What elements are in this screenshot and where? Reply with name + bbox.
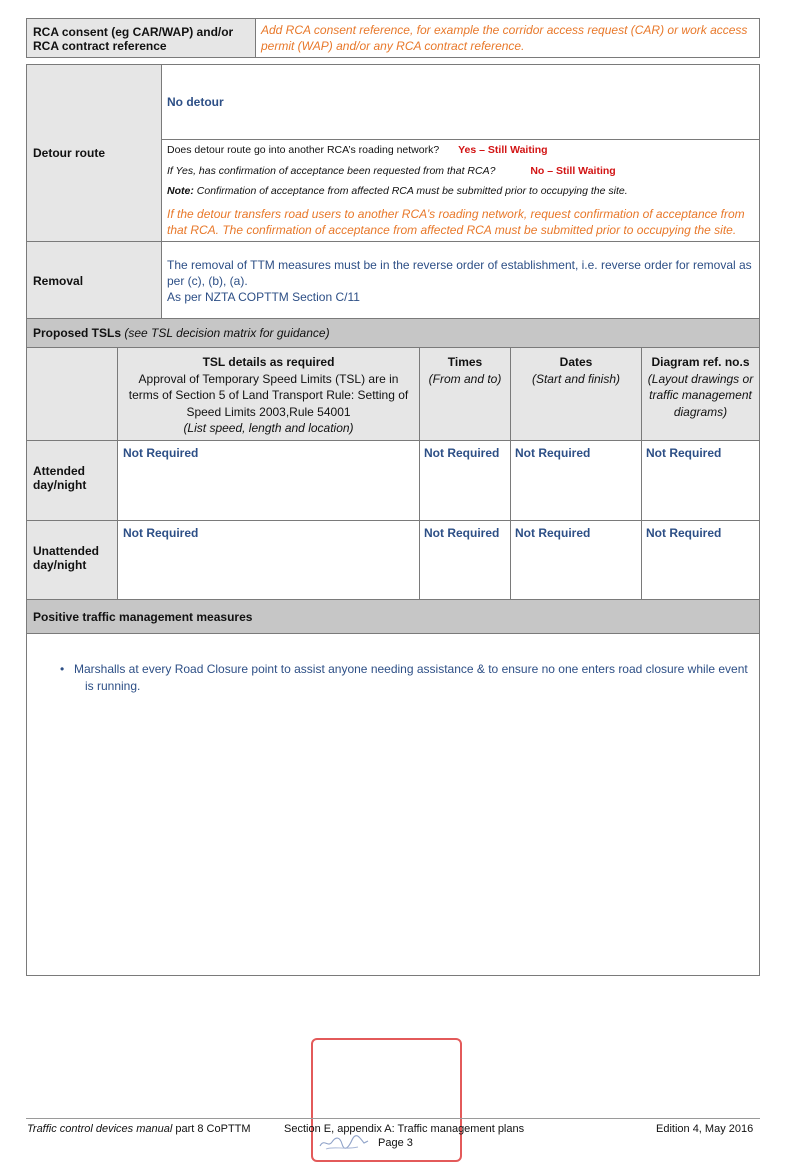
tsl-row-attended-details[interactable]: [117, 440, 420, 521]
removal-value-cell[interactable]: [161, 241, 760, 319]
tsl-row-attended-times[interactable]: [419, 440, 511, 521]
tsl-col-times: [419, 347, 511, 441]
tsl-row-attended-label: [26, 440, 118, 521]
tsl-col-dates-sub: (Start and finish): [531, 371, 621, 386]
tsl-cell-value: Not Required: [515, 526, 591, 540]
tsl-col-diagram: [641, 347, 760, 441]
tsl-row-unattended-details[interactable]: [117, 520, 420, 600]
tsl-cell-value: Not Required: [424, 526, 500, 540]
tsl-row-unattended-diagram[interactable]: [641, 520, 760, 600]
tsl-row-attended-dates[interactable]: [510, 440, 642, 521]
tsl-col-diagram-sub: (Layout drawings or traffic management diagrams): [647, 371, 754, 419]
bullet-dot-icon: •: [60, 662, 65, 676]
tsl-row-label-line2: day/night: [33, 558, 87, 572]
detour-label: Detour route: [33, 146, 105, 160]
tsl-row-unattended-dates[interactable]: [510, 520, 642, 600]
tsl-cell-value: Not Required: [424, 446, 500, 460]
tsl-row-unattended-times[interactable]: [419, 520, 511, 600]
footer-rule: [26, 1118, 760, 1119]
detour-q1-row: [167, 144, 548, 156]
detour-note-label: Note:: [167, 185, 194, 197]
tsl-row-label-line2: day/night: [33, 478, 87, 492]
footer-left: [27, 1123, 251, 1135]
positive-content-cell[interactable]: [26, 633, 760, 976]
footer-center: Section E, appendix A: Traffic management plans: [284, 1123, 525, 1135]
footer-page-number: Page 3: [378, 1137, 413, 1149]
tsl-col-diagram-title: Diagram ref. no.s: [651, 355, 750, 369]
rca-consent-label-line2: RCA contract reference: [33, 39, 167, 53]
tsl-row-label-line1: Unattended: [33, 544, 99, 558]
tsl-header-note: (see TSL decision matrix for guidance): [124, 326, 330, 340]
rca-consent-label-cell: [26, 18, 256, 58]
footer-manual-part: part 8 CoPTTM: [175, 1123, 251, 1135]
tsl-col-details-sub: (List speed, length and location): [183, 421, 354, 435]
removal-label: Removal: [33, 274, 84, 288]
detour-questions-cell: [161, 139, 760, 242]
tsl-col-dates-title: Dates: [559, 355, 593, 369]
footer-manual-title: Traffic control devices manual: [27, 1123, 173, 1135]
detour-note: [167, 185, 628, 197]
removal-line1: The removal of TTM measures must be in the reverse order of establishment, i.e. reverse order for removal as per (c), (b), (a).: [167, 258, 752, 288]
detour-note-text: Confirmation of acceptance from affected RCA must be submitted prior to occupying the site.: [196, 185, 628, 197]
removal-label-cell: [26, 241, 162, 319]
tsl-cell-value: Not Required: [646, 526, 722, 540]
signature-icon: [318, 1134, 370, 1152]
tsl-col-dates: [510, 347, 642, 441]
rca-consent-hint: Add RCA consent reference, for example the corridor access request (CAR) or work access permit (WAP) and/or any RCA contract reference.: [261, 23, 748, 53]
tsl-row-unattended-label: [26, 520, 118, 600]
tsl-header: [26, 318, 760, 348]
tsl-col-details: [117, 347, 420, 441]
tsl-row-label-line1: Attended: [33, 464, 85, 478]
detour-value: No detour: [167, 95, 224, 109]
tsl-header-title: Proposed TSLs: [33, 326, 122, 340]
positive-header: [26, 599, 760, 634]
tsl-cell-value: Not Required: [123, 446, 199, 460]
tsl-row-attended-diagram[interactable]: [641, 440, 760, 521]
removal-line2: As per NZTA COPTTM Section C/11: [167, 290, 360, 304]
tsl-cell-value: Not Required: [646, 446, 722, 460]
rca-consent-label-line1: RCA consent (eg CAR/WAP) and/or: [33, 25, 234, 39]
tsl-col-times-sub: (From and to): [428, 371, 502, 386]
detour-hint: If the detour transfers road users to another RCA’s roading network, request confirmation of acceptance from that RCA. The confirmation of acceptance from affected RCA must be submitted prior to occupying the site.: [167, 207, 745, 237]
tsl-corner-cell: [26, 347, 118, 441]
positive-bullet-text: Marshalls at every Road Closure point to assist anyone needing assistance & to ensure no one enters road closure while event is running.: [74, 662, 748, 693]
tsl-cell-value: Not Required: [123, 526, 199, 540]
detour-q2-row: [167, 165, 616, 177]
detour-value-cell[interactable]: [161, 64, 760, 140]
positive-header-title: Positive traffic management measures: [33, 610, 253, 624]
tsl-col-details-text: Approval of Temporary Speed Limits (TSL) are in terms of Section 5 of Land Transport Rule: Setting of Speed Limits 2003,Rule 54001: [128, 371, 409, 419]
detour-a2[interactable]: No – Still Waiting: [530, 165, 616, 177]
rca-consent-value-cell[interactable]: [255, 18, 760, 58]
tsl-col-details-title: TSL details as required: [202, 355, 335, 369]
detour-label-cell: [26, 64, 162, 242]
tsl-col-times-title: Times: [447, 355, 483, 369]
tsl-cell-value: Not Required: [515, 446, 591, 460]
positive-bullet-item: [60, 661, 750, 695]
detour-q2: If Yes, has confirmation of acceptance been requested from that RCA?: [167, 165, 496, 177]
detour-q1: Does detour route go into another RCA’s roading network?: [167, 144, 440, 156]
footer-right: Edition 4, May 2016: [656, 1123, 754, 1135]
detour-a1[interactable]: Yes – Still Waiting: [458, 144, 548, 156]
